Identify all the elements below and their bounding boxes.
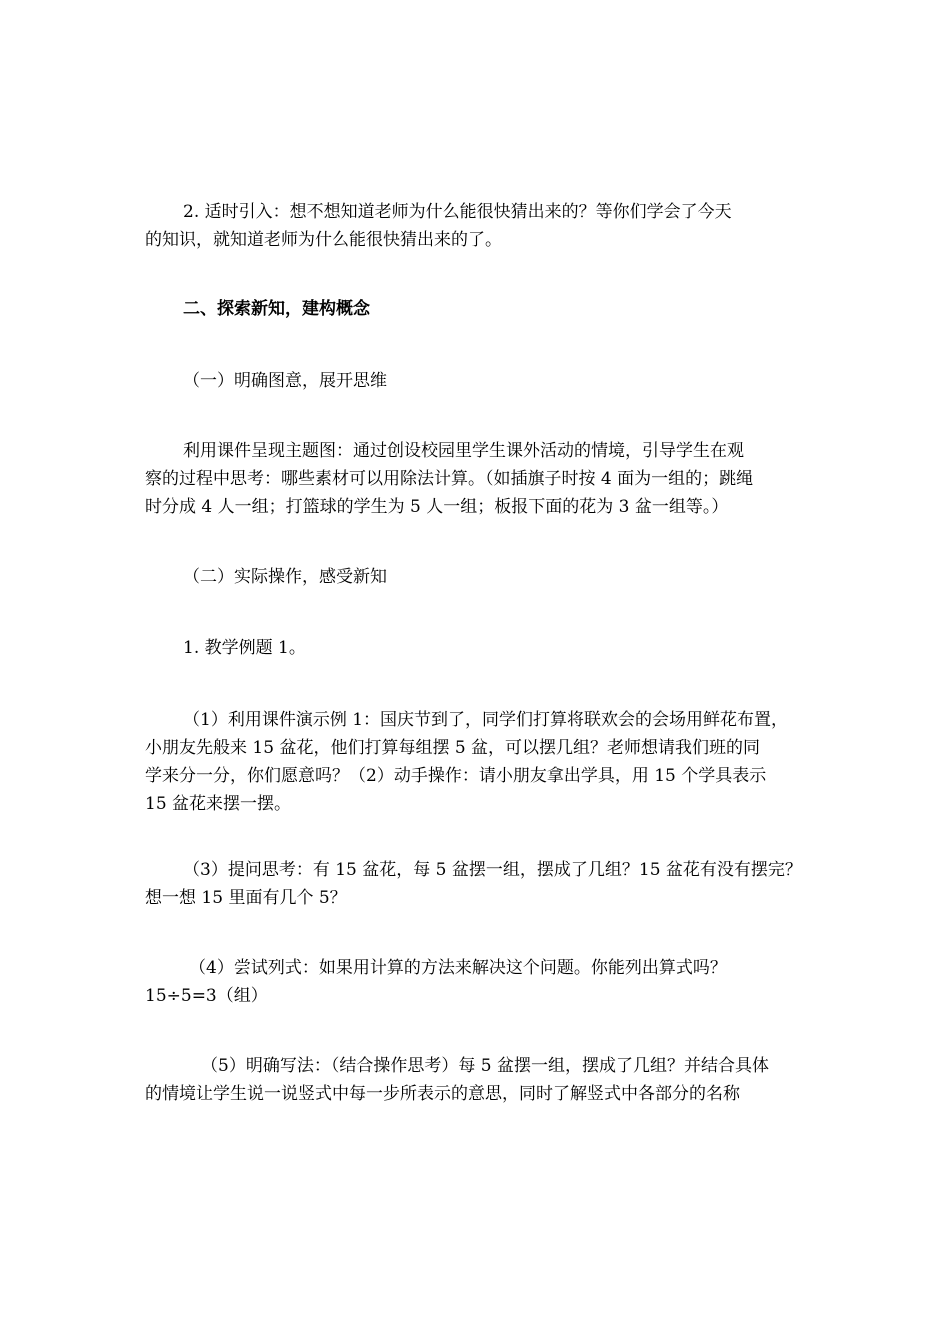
text-line: 2. 适时引入：想不想知道老师为什么能很快猜出来的？等你们学会了今天 [183, 202, 732, 222]
text-line: 学来分一分，你们愿意吗？（2）动手操作：请小朋友拿出学具，用 15 个学具表示 [145, 766, 767, 786]
text-line: 利用课件呈现主题图：通过创设校园里学生课外活动的情境，引导学生在观 [183, 441, 744, 461]
text-line: 的知识，就知道老师为什么能很快猜出来的了。 [145, 230, 502, 250]
paragraph-intro [145, 198, 825, 254]
text-line: （一）明确图意，展开思维 [183, 371, 387, 391]
text-line: （二）实际操作，感受新知 [183, 567, 387, 587]
text-line: （1）利用课件演示例 1：国庆节到了，同学们打算将联欢会的会场用鲜花布置， [183, 710, 789, 730]
text-line: （5）明确写法：（结合操作思考）每 5 盆摆一组，摆成了几组？并结合具体 [201, 1056, 769, 1076]
paragraph-vertical-form [145, 1052, 825, 1108]
paragraph-theme-image [145, 437, 825, 521]
paragraph-equation [145, 954, 825, 1010]
text-line: （4）尝试列式：如果用计算的方法来解决这个问题。你能列出算式吗？ [189, 958, 727, 978]
paragraph-question [145, 856, 825, 912]
text-line: 二、探索新知，建构概念 [183, 299, 370, 319]
subsection-heading-1 [145, 367, 825, 395]
text-line: 1. 教学例题 1。 [183, 638, 306, 658]
paragraph-example-steps [145, 706, 825, 818]
text-line: 想一想 15 里面有几个 5？ [145, 888, 347, 908]
text-line: 15÷5=3（组） [145, 986, 268, 1006]
text-line: 时分成 4 人一组；打篮球的学生为 5 人一组；板报下面的花为 3 盆一组等。） [145, 497, 729, 517]
text-line: 小朋友先般来 15 盆花，他们打算每组摆 5 盆，可以摆几组？老师想请我们班的同 [145, 738, 761, 758]
section-heading [145, 295, 825, 323]
paragraph-example-title [145, 634, 825, 662]
text-line: 的情境让学生说一说竖式中每一步所表示的意思，同时了解竖式中各部分的名称 [145, 1084, 740, 1104]
subsection-heading-2 [145, 563, 825, 591]
text-line: 15 盆花来摆一摆。 [145, 794, 292, 814]
text-line: 察的过程中思考：哪些素材可以用除法计算。（如插旗子时按 4 面为一组的；跳绳 [145, 469, 754, 489]
text-line: （3）提问思考：有 15 盆花，每 5 盆摆一组，摆成了几组？15 盆花有没有摆完？ [183, 860, 802, 880]
